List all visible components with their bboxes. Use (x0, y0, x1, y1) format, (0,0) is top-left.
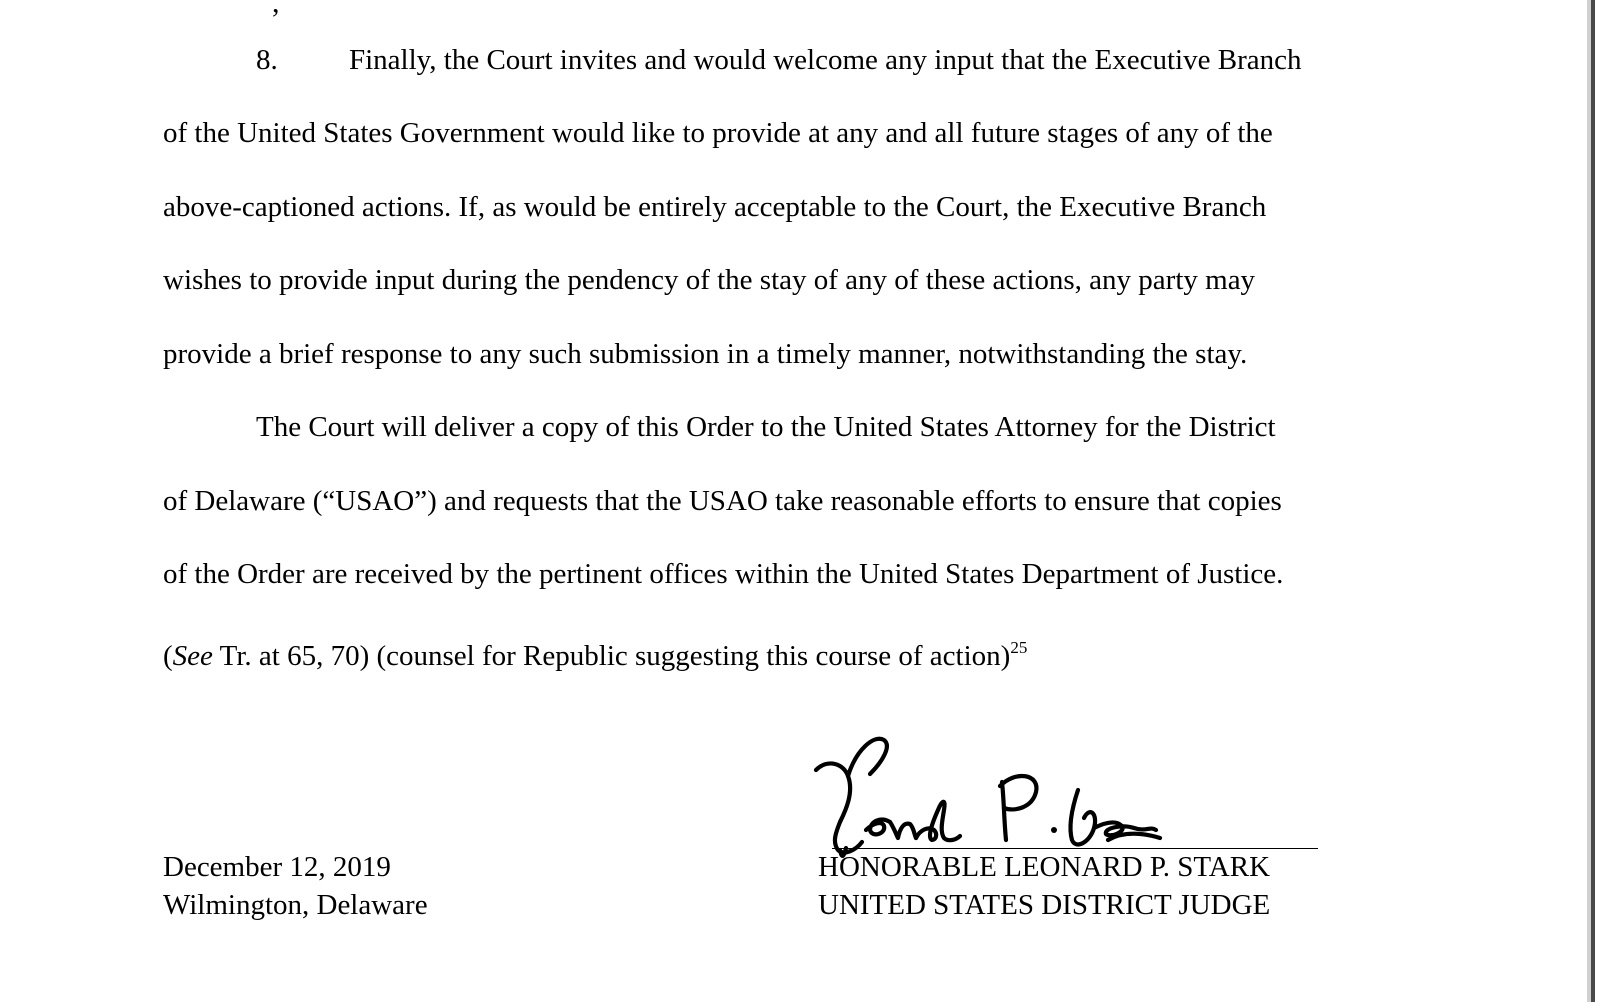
closing-paragraph-line-4 (163, 630, 1027, 674)
paragraph-8-line-1: Finally, the Court invites and would welcome any input that the Executive Branch (349, 44, 1302, 76)
closing-paragraph-line-2: of Delaware (“USAO”) and requests that the USAO take reasonable efforts to ensure that copies (163, 485, 1282, 517)
see-signal: See (172, 640, 213, 672)
viewer-scrollbar-edge[interactable] (1591, 0, 1595, 1002)
footnote-reference: 25 (1010, 638, 1028, 657)
judge-title: UNITED STATES DISTRICT JUDGE (818, 889, 1271, 921)
previous-page-fragment: , (272, 0, 280, 19)
order-date: December 12, 2019 (163, 851, 391, 883)
paren-open: ( (163, 640, 173, 672)
paragraph-8-line-2: of the United States Government would like to provide at any and all future stages of any of the (163, 117, 1273, 149)
paragraph-8-line-4: wishes to provide input during the pendency of the stay of any of these actions, any party may (163, 264, 1256, 296)
closing-paragraph-line-3: of the Order are received by the pertinent offices within the United States Department of Justice. (163, 558, 1284, 590)
paragraph-8-line-3: above-captioned actions. If, as would be entirely acceptable to the Court, the Executive Branch (163, 191, 1267, 223)
citation-text: Tr. at 65, 70) (counsel for Republic suggesting this course of action) (212, 640, 1011, 672)
paragraph-8-line-5: provide a brief response to any such submission in a timely manner, notwithstanding the stay. (163, 338, 1248, 370)
order-place: Wilmington, Delaware (163, 889, 428, 921)
closing-paragraph-line-1: The Court will deliver a copy of this Order to the United States Attorney for the District (256, 411, 1276, 443)
paragraph-number: 8. (256, 44, 278, 76)
handwritten-signature (810, 730, 1190, 860)
judge-name: HONORABLE LEONARD P. STARK (818, 851, 1271, 883)
